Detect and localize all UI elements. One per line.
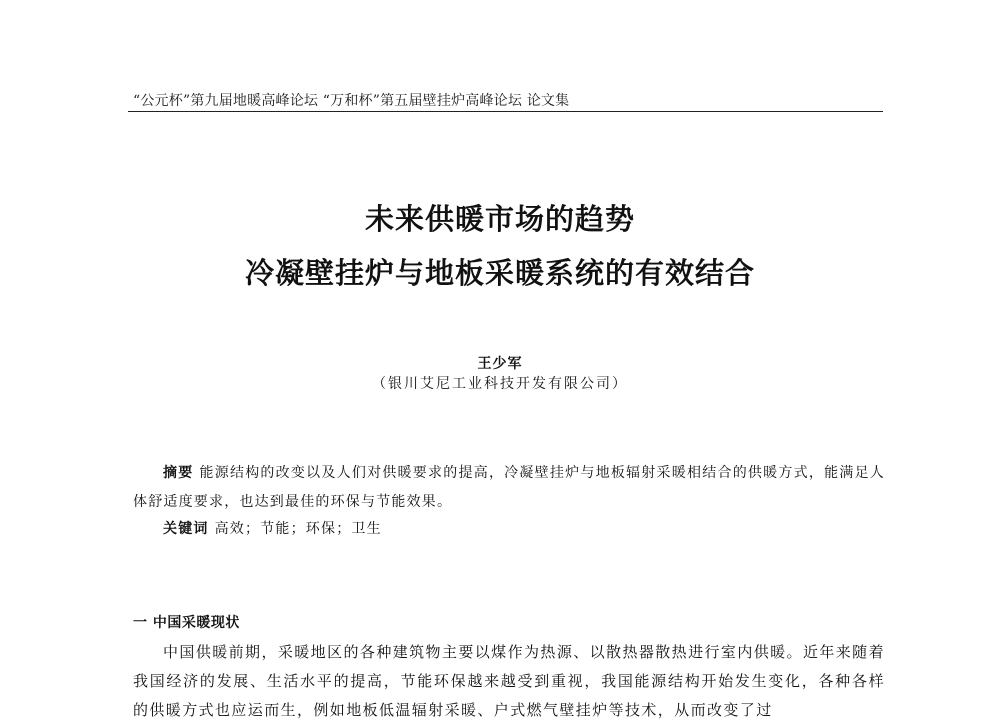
abstract [133,459,885,517]
title-line-2: 冷凝壁挂炉与地板采暖系统的有效结合 [244,256,755,290]
header-rule [128,111,883,112]
body-paragraph: 中国供暖前期，采暖地区的各种建筑物主要以煤作为热源、以散热器散热进行室内供暖。近年来随着我国经济的发展、生活水平的提高，节能环保越来越受到重视，我国能源结构开始发生变化，各种各样的供暖方式也应运而生，例如地板低温辐射采暖、户式燃气壁挂炉等技术，从而改变了过 [133,643,885,719]
author-affiliation: （银川艾尼工业科技开发有限公司） [372,376,628,392]
title-line-1: 未来供暖市场的趋势 [364,202,635,236]
keywords-label: 关键词 [163,521,209,537]
keywords-text: 高效；节能；环保；卫生 [214,521,382,537]
abstract-label: 摘要 [163,465,194,481]
keywords [163,518,382,538]
running-header: “公元杯”第九届地暖高峰论坛 “万和杯”第五届壁挂炉高峰论坛 论文集 [133,93,570,109]
section-heading: 一 中国采暖现状 [133,615,240,631]
abstract-text: 能源结构的改变以及人们对供暖要求的提高，冷凝壁挂炉与地板辐射采暖相结合的供暖方式，能满足人体舒适度要求，也达到最佳的环保与节能效果。 [133,465,886,510]
author-name: 王少军 [477,356,523,372]
